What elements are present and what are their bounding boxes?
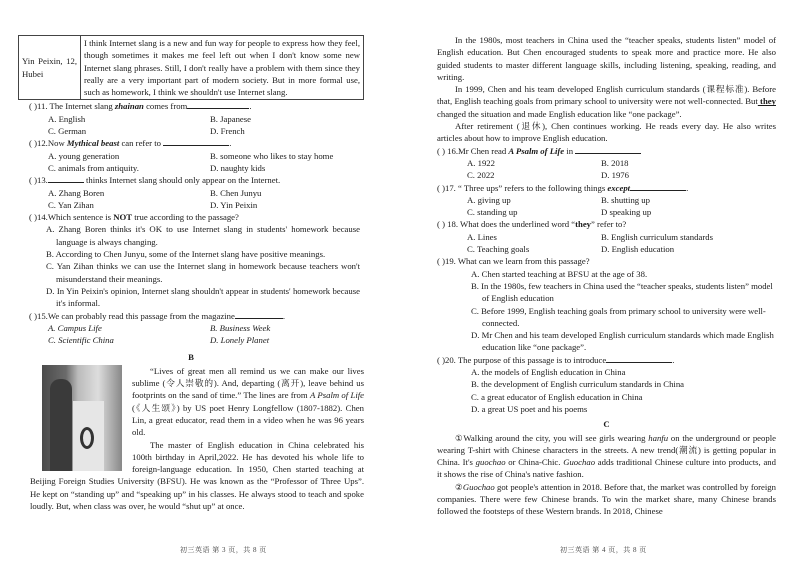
question-17 [437, 182, 776, 194]
answer-blank [630, 182, 689, 193]
answer-slot[interactable]: ( ) [437, 145, 445, 156]
paragraph: After retirement (退休), Chen continues working. He reads every day. He also writes articles about how to improve English education. [437, 121, 776, 144]
option[interactable]: A. the models of English education in China [471, 367, 626, 378]
option[interactable]: C. animals from antiquity. [48, 162, 139, 173]
options-20 [437, 366, 776, 415]
option[interactable]: D. 1976 [601, 170, 629, 181]
q-text: 20. The purpose of this passage is to introduce [444, 354, 607, 365]
options-19 [437, 268, 776, 354]
options-14 [18, 223, 364, 309]
option[interactable]: B. Japanese [210, 113, 252, 124]
page-footer-left: 初三英语 第 3 页，共 8 页 [180, 546, 267, 554]
question-14 [18, 211, 364, 223]
photo-chen-lin [42, 365, 122, 471]
option[interactable]: B. shutting up [601, 194, 650, 205]
option[interactable]: C. Before 1999, English teaching goals from primary school to university were well-connected. [471, 305, 766, 328]
question-16 [437, 145, 776, 157]
text: ② [455, 481, 463, 492]
option[interactable]: D. naughty kids [210, 162, 266, 173]
option[interactable]: D speaking up [601, 207, 652, 218]
q-text: 17. “ Three ups” refers to the following things [444, 182, 608, 193]
paragraph [437, 481, 776, 518]
opinion-table [18, 35, 364, 100]
question-19 [437, 255, 776, 267]
student-name-cell: Yin Peixin, 12, Hubei [19, 36, 81, 100]
option[interactable]: B. the development of English curriculum standards in China [471, 379, 685, 390]
q-text: . [249, 101, 252, 112]
option[interactable]: B. In the 1980s, few teachers in China used the “teacher speaks, students listen” model of English education [471, 280, 773, 304]
option[interactable]: C. German [48, 126, 87, 137]
q-text: . [686, 182, 689, 193]
options-18 [437, 231, 776, 256]
option[interactable]: A. young generation [48, 150, 120, 161]
option[interactable]: D. a great US poet and his poems [471, 403, 588, 414]
option[interactable]: D. Mr Chen and his team developed English curriculum standards which made English education like “one package”. [471, 330, 774, 353]
q-bold: NOT [113, 212, 133, 223]
q-text: 15.We can probably read this passage from the magazine [36, 310, 235, 321]
option[interactable]: A. Lines [467, 231, 497, 242]
right-page [437, 34, 776, 518]
options-11 [18, 113, 364, 138]
option[interactable]: C. Scientific China [48, 335, 114, 346]
option[interactable]: C. a great educator of English education in China [471, 391, 643, 402]
question-15 [18, 310, 364, 322]
text: (《人生颂》) by US poet Henry Longfellow (1807-1882). Chen Lin, a great educator, read them in a video when he was 96 years old. [132, 402, 364, 438]
left-page [18, 35, 364, 512]
option[interactable]: C. Yan Zihan thinks we can use the Internet slang in homework because teachers won't misunderstand their meanings. [46, 261, 360, 284]
opinion-cell: I think Internet slang is a new and fun way for people to express how they feel, though sometimes it makes me feel left out when I don't know some new Internet slang phrases. Still, I don't really have a problem with them since they really are a very important part of modern society. But in more formal use, such as homework, I think we shouldn't use Internet slang. [81, 36, 364, 100]
option[interactable]: D. In Yin Peixin's opinion, Internet slang shouldn't appear in students' homework because it's informal. [46, 285, 360, 309]
question-12 [18, 137, 364, 149]
q-text: 12.Now [36, 138, 67, 149]
options-17 [437, 194, 776, 219]
answer-slot[interactable]: ( ) [437, 182, 445, 193]
paragraph [437, 432, 776, 481]
answer-blank [187, 100, 252, 112]
text: In 1999, Chen and his team developed English curriculum standards (课程标准). Before that, English teaching goals from primary school to university were not well-connected. But [437, 84, 776, 107]
q-text: thinks Internet slang should only appear on the Internet. [83, 175, 281, 186]
option[interactable]: A. 1922 [467, 157, 495, 168]
q-em: A Psalm of Life [508, 145, 565, 156]
answer-slot[interactable]: ( ) [29, 175, 37, 186]
option[interactable]: A. Zhang Boren thinks it's OK to use Internet slang in students' homework because language is always changing. [46, 224, 360, 247]
q-text: 19. What can we learn from this passage? [444, 256, 590, 267]
section-b-body [18, 365, 364, 513]
options-16 [437, 157, 776, 182]
option[interactable]: B. Chen Junyu [210, 187, 262, 198]
q-text: . [229, 138, 232, 149]
option[interactable]: D. Yin Peixin [210, 199, 258, 210]
option[interactable]: B. English curriculum standards [601, 231, 713, 242]
question-20 [437, 354, 776, 366]
text: ①Walking around the city, you will see girls wearing [455, 432, 649, 443]
q-text: in [564, 145, 576, 156]
answer-slot[interactable]: ( ) [29, 138, 37, 149]
section-b-heading: B [188, 352, 194, 363]
answer-slot[interactable]: ( ) [29, 212, 37, 223]
paragraph: The master of English education in China celebrated his 100th birthday in April,2022. He has devoted his whole life to foreign-language education. In 1950, Chen started teaching at Beijing Foreign Studies University (BFSU). He was known as the “Professor of Three Ups”. He kept on “standing up” and “speaking up” in his classes. He always stood to teach and spoke loudly. But, when class was over, he would “shut up” at once. [30, 439, 364, 511]
text-em: guochao [475, 457, 506, 468]
text: or China-Chic. [505, 457, 564, 468]
option[interactable]: D. Lonely Planet [210, 335, 270, 346]
answer-blank [235, 310, 283, 319]
paragraph [437, 83, 776, 120]
answer-slot[interactable]: ( ) [29, 310, 37, 321]
option[interactable]: C. Teaching goals [467, 244, 530, 255]
options-13 [18, 187, 364, 212]
section-c-heading: C [603, 419, 610, 430]
q-em: zhainan [114, 101, 144, 112]
option[interactable]: B. someone who likes to stay home [210, 150, 334, 161]
q-em: Mythical beast [66, 138, 120, 149]
option[interactable]: D. English education [601, 244, 675, 255]
option[interactable]: A. Chen started teaching at BFSU at the age of 38. [471, 268, 648, 279]
text: got people's attention in 2018. Before that, the market was controlled by foreign companies. There were few Chinese brands. To win the market share, many Chinese brands followed the footsteps of these Western brands. In 2018, Chinese [437, 481, 776, 517]
option[interactable]: B. According to Chen Junyu, some of the Internet slang have positive meanings. [46, 249, 326, 260]
answer-slot[interactable]: ( ) [437, 354, 445, 365]
text: “Lives of great men all remind us we can make our lives sublime (令人崇敬的). And, departing (离开), leave behind us footprints on the sand of time.” The lines are from [132, 365, 364, 401]
question-11 [18, 100, 364, 112]
answer-blank [606, 354, 675, 365]
answer-blank [163, 137, 232, 149]
option[interactable]: C. Yan Zihan [48, 199, 94, 210]
answer-slot[interactable]: ( ) [437, 219, 445, 230]
q-text: 16.Mr Chen read [444, 145, 509, 156]
q-text: . [672, 354, 675, 365]
option[interactable]: A. English [48, 113, 86, 124]
text-em: hanfu [648, 432, 669, 443]
page-footer-right: 初三英语 第 4 页，共 8 页 [560, 546, 647, 554]
q-text: can refer to [119, 138, 164, 149]
text-em: Guochao [563, 457, 596, 468]
q-text: 11. The Internet slang [36, 101, 115, 112]
text-em: Guochao [462, 481, 495, 492]
paragraph: In the 1980s, most teachers in China used the “teacher speaks, students listen” model of English education. But Chen encouraged students to speak more and practice more. He also guided students to master different language skills, including listening, speaking, reading, and writing. [437, 35, 776, 82]
option[interactable]: B. 2018 [601, 157, 629, 168]
answer-blank [575, 145, 641, 154]
option[interactable]: B. Business Week [210, 322, 271, 333]
option[interactable]: C. 2022 [467, 170, 495, 181]
answer-slot[interactable]: ( ) [437, 256, 445, 267]
q-text: true according to the passage? [132, 212, 239, 223]
q-bold: they [575, 219, 592, 230]
q-text: 13. [36, 175, 48, 186]
q-em: except [607, 182, 631, 193]
option[interactable]: C. standing up [467, 207, 518, 218]
table-row [19, 36, 364, 100]
question-13 [18, 174, 364, 186]
text: adds traditional Chinese culture into products, and it shows the rise of China's native fashion. [437, 457, 776, 480]
option[interactable]: D. French [210, 126, 245, 137]
question-18 [437, 218, 776, 230]
text: on the underground or people wearing T-shirt with Chinese characters in the streets. A new trend(潮流) is getting popular in China. It's [437, 432, 776, 468]
options-15 [18, 322, 364, 347]
answer-slot[interactable]: ( ) [29, 101, 37, 112]
text: changed the situation and made English education like “one package”. [437, 108, 682, 119]
underlined-they: they [757, 96, 776, 107]
answer-blank [48, 174, 84, 183]
option[interactable]: A. Campus Life [48, 322, 102, 333]
text-em: A Psalm of Life [309, 390, 365, 401]
option[interactable]: A. giving up [467, 194, 511, 205]
q-text: 18. What does the underlined word “ [444, 219, 576, 230]
q-text: ” refer to? [591, 219, 627, 230]
q-text: . [282, 310, 285, 321]
options-12 [18, 150, 364, 175]
option[interactable]: A. Zhang Boren [48, 187, 105, 198]
q-text: 14.Which sentence is [36, 212, 114, 223]
q-text: comes from [143, 101, 188, 112]
